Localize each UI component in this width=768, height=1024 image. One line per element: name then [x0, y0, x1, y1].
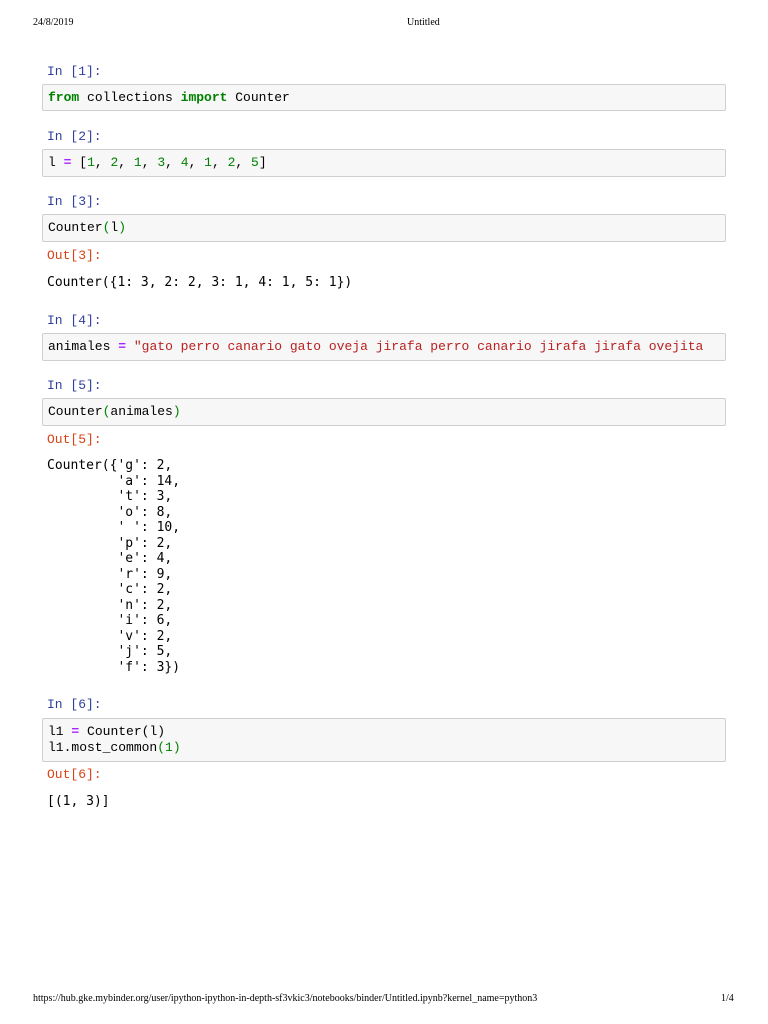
- function-name: Counter: [48, 404, 103, 419]
- list-number: 5: [251, 155, 259, 170]
- list-number: 1: [87, 155, 95, 170]
- keyword-import: import: [180, 90, 228, 105]
- paren-open: (: [102, 404, 111, 419]
- list-number: 3: [157, 155, 166, 170]
- code-cell-5[interactable]: [42, 398, 726, 426]
- list-literal: [79, 155, 266, 170]
- print-url: https://hub.gke.mybinder.org/user/ipython-ipython-in-depth-sf3vkic3/notebooks/binder/Untitled.ipynb?kernel_name=python3: [33, 993, 538, 1004]
- method-call: l1.most_common: [48, 740, 158, 755]
- code-cell-2[interactable]: [42, 149, 726, 177]
- argument: animales: [110, 404, 173, 419]
- code-line: [48, 155, 267, 171]
- in-prompt-3: In [3]:: [47, 194, 102, 209]
- bracket-open: [: [79, 155, 88, 170]
- paren-close: ): [118, 220, 127, 235]
- call-expression: Counter(l): [87, 724, 166, 739]
- paren-close: ): [172, 404, 181, 419]
- code-line: [48, 220, 126, 236]
- out-prompt-5: Out[5]:: [47, 432, 102, 447]
- output-6: [(1, 3)]: [47, 794, 110, 809]
- variable-name: l1: [48, 724, 64, 739]
- variable-name: l: [48, 155, 56, 170]
- list-number: 2: [110, 155, 119, 170]
- code-line: [48, 339, 703, 355]
- space: [56, 155, 64, 170]
- code-line: [48, 740, 181, 756]
- list-number: 2: [227, 155, 236, 170]
- code-line: [48, 404, 181, 420]
- separator: ,: [165, 155, 181, 170]
- separator: ,: [118, 155, 134, 170]
- out-prompt-3: Out[3]:: [47, 248, 102, 263]
- module-name: collections: [79, 90, 181, 105]
- bracket-close: ]: [258, 155, 267, 170]
- separator: ,: [235, 155, 252, 170]
- imported-name: Counter: [227, 90, 290, 105]
- output-3: Counter({1: 3, 2: 2, 3: 1, 4: 1, 5: 1}): [47, 275, 353, 290]
- paren-open: (: [102, 220, 111, 235]
- output-5: Counter({'g': 2, 'a': 14, 't': 3, 'o': 8, ' ': 10, 'p': 2, 'e': 4, 'r': 9, 'c': 2, 'n': 2, 'i': 6, 'v': 2, 'j': 5, 'f': 3}): [47, 458, 181, 675]
- code-cell-6[interactable]: [42, 718, 726, 762]
- code-cell-1[interactable]: [42, 84, 726, 111]
- separator: ,: [94, 155, 111, 170]
- separator: ,: [188, 155, 205, 170]
- in-prompt-2: In [2]:: [47, 129, 102, 144]
- list-number: 1: [133, 155, 142, 170]
- assign-operator: =: [63, 155, 72, 170]
- keyword-from: from: [48, 90, 80, 105]
- code-cell-4[interactable]: [42, 333, 726, 361]
- argument: 1: [165, 740, 173, 755]
- code-cell-3[interactable]: [42, 214, 726, 242]
- print-date: 24/8/2019: [33, 17, 74, 28]
- page-number: 1/4: [721, 993, 734, 1004]
- list-number: 4: [180, 155, 189, 170]
- assign-operator: =: [118, 339, 127, 354]
- separator: ,: [211, 155, 228, 170]
- code-line: [48, 90, 290, 106]
- out-prompt-6: Out[6]:: [47, 767, 102, 782]
- assign-operator: =: [71, 724, 80, 739]
- in-prompt-4: In [4]:: [47, 313, 102, 328]
- separator: ,: [141, 155, 158, 170]
- paren-close: ): [172, 740, 181, 755]
- in-prompt-1: In [1]:: [47, 64, 102, 79]
- code-line: [48, 724, 165, 740]
- in-prompt-6: In [6]:: [47, 697, 102, 712]
- list-number: 1: [204, 155, 212, 170]
- in-prompt-5: In [5]:: [47, 378, 102, 393]
- string-literal: "gato perro canario gato oveja jirafa perro canario jirafa jirafa ovejita: [133, 339, 704, 354]
- argument: l: [110, 220, 119, 235]
- print-title: Untitled: [407, 17, 440, 28]
- variable-name: animales: [48, 339, 111, 354]
- paren-open: (: [157, 740, 166, 755]
- function-name: Counter: [48, 220, 103, 235]
